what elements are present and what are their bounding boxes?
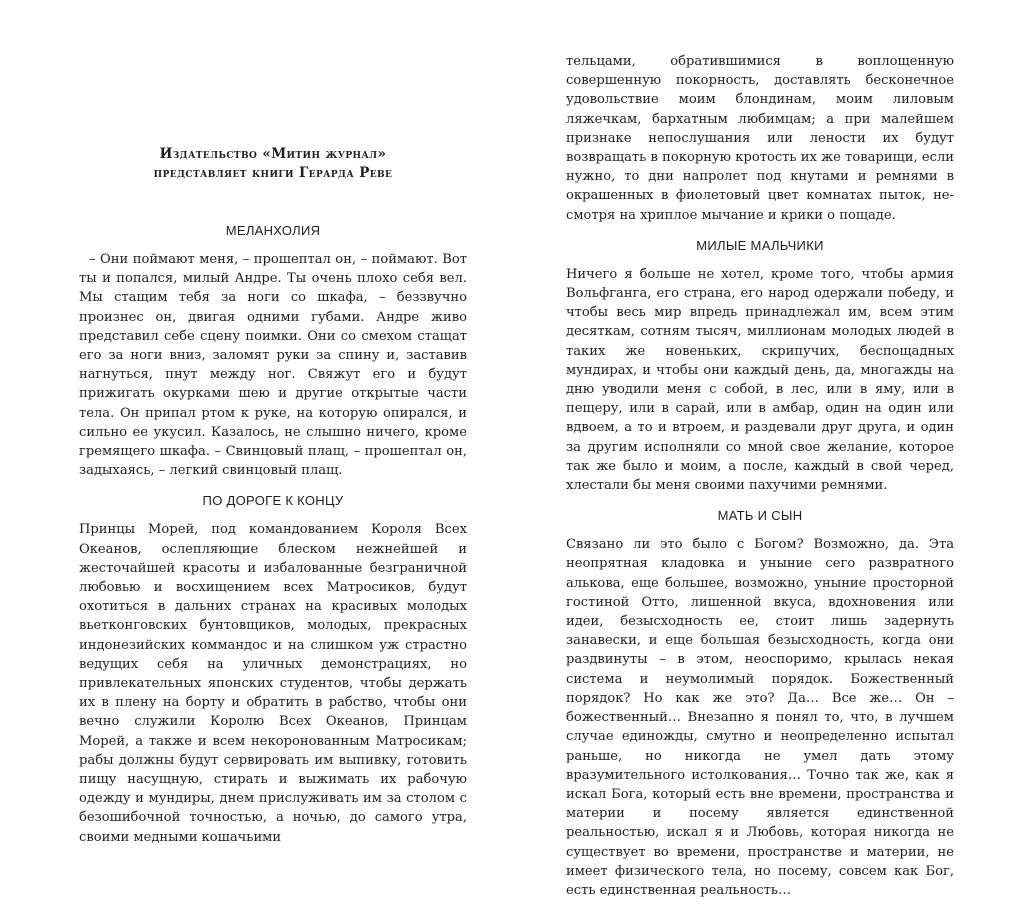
section-text: Ничего я больше не хотел, кроме того, чтобы армия Вольфганга, его страна, его народ одержали победу, и чтобы весь мир впредь принадлежал им, всем этим десяткам, сотням тысяч, миллионам молодых людей в таких же новеньких, скрипучих, беспощадных мундирах, и чтобы они каждый день, да, многажды на дню уводили меня с собой, в лес, или в яму, или в пещеру, или в сарай, или в амбар, один на один или вдвоем, а то и втроем, и раздевали друг друга, и один за другим исполняли со мной свое желание, которое так же было и моим, а после, каждый в свой черед, хлестали бы меня своими пахучими ремнями. xyxy=(566,266,954,494)
publisher-line-1: Издательство «Митин журнал» xyxy=(159,146,387,162)
continuation-text: тельцами, обратившимися в воплощенную совершенную покорность, доставлять бесконечное удовольствие моим блондинам, моим лиловым ляжечкам, бархатным любимцам; а при малейшем признаке непослушания или лености их будут возвращать в покорную кротость их же товарищи, если нужно, то дни напролет под кнутами и ремнями в окрашенных в фиолетовый цвет комнатах пыток, несмотря на хриплое мычание и крики о пощаде. xyxy=(566,54,954,223)
section-title: МИЛЫЕ МАЛЬЧИКИ xyxy=(696,237,824,253)
section-continuation xyxy=(566,52,954,225)
left-column xyxy=(79,145,467,860)
publisher-line-2: представляет книги Герарда Реве xyxy=(153,165,393,181)
section-sweet-boys xyxy=(566,238,954,495)
section-text: Связано ли это было с Богом? Возможно, да. Эта неопрятная кладовка и уныние сего развратного алькова, еще большее, возможно, уныние просторной гостиной Отто, лишенной вкуса, вдохновения или идеи, безысходность ее, стоит лишь задернуть занавески, и еще большая безысходность, когда они раздвинуты – в этом, неоспоримо, крылась некая система и неумолимый порядок. Божественный порядок? Но как же это? Да… Все же… Он – божественный… Внезапно я понял то, что, в лучшем случае единожды, смутно и неопределенно испытал раньше, но никогда не умел дать этому вразумительного истолкования… Точно так же, как я искал Бога, который есть вне времени, пространства и материи и посему является единственной реальностью, искал я и Любовь, которая никогда не существует во времени, пространстве и материи, не имеет физического тела, но посему, совсем как Бог, есть единственная реальность… xyxy=(566,537,954,898)
section-title: ПО ДОРОГЕ К КОНЦУ xyxy=(202,493,344,509)
section-text: Принцы Морей, под командованием Короля Всех Океанов, ослепляющие блеском нежнейшей и жесточайшей красоты и избалованные безграничной любовью и восхищением всех Матросиков, будут охотиться в дальних странах на красивых молодых вьетконговских бунтовщиков, молодых, прекрасных индонезийских коммандос и на слишком уж страстно ведущих себя на уличных демонстрациях, но привлекательных японских студентов, чтобы держать их в плену на борту и обратить в рабство, чтобы они вечно служили Королю Всех Океанов, Принцам Морей, а также и всем некоронованным Матросикам; рабы должны будут сервировать им выпивку, готовить пищу насущную, стирать и выжимать их рабочую одежду и мундиры, днем прислуживать им за столом с безошибочной точностью, а ночью, до самого утра, своими медными кошачьими xyxy=(79,522,467,845)
section-text: – Они поймают меня, – прошептал он, – поймают. Вот ты и попался, милый Андре. Ты очень плохо себя вел. Мы стащим тебя за ноги со шкафа, – беззвучно произнес он, двигая одними губами. Андре живо представил себе сцену поимки. Они со смехом стащат его за ноги вниз, заломят руки за спину и, заставив нагнуться, пнут между ног. Свяжут его и будут прижигать окурками шею и другие открытые части тела. Он припал ртом к руке, на которую опирался, и сильно ее укусил. Казалось, не слышно ничего, кроме гремящего шкафа. – Свинцовый плащ, – прошептал он, задыхаясь, – легкий свинцовый плащ. xyxy=(79,252,467,479)
publisher-heading xyxy=(79,145,467,183)
right-page xyxy=(511,0,1022,898)
left-page xyxy=(0,0,511,845)
section-road-to-end xyxy=(79,493,467,846)
section-melancholy xyxy=(79,223,467,480)
section-title: МАТЬ И СЫН xyxy=(717,508,803,524)
right-column xyxy=(566,52,954,913)
section-mother-and-son xyxy=(566,508,954,900)
section-title: МЕЛАНХОЛИЯ xyxy=(225,223,321,238)
